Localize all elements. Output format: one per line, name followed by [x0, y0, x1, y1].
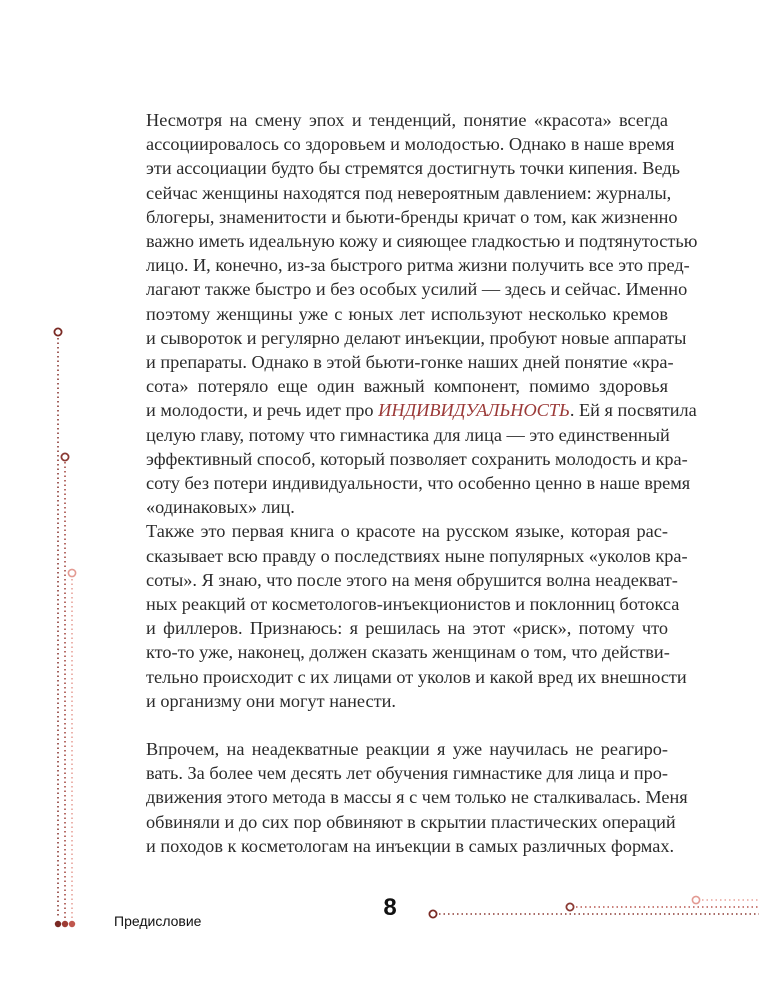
- text-line: Впрочем, на неадекватные реакции я уже научилась не реагиро-: [146, 739, 668, 760]
- text-line: «одинаковых» лиц.: [146, 497, 295, 518]
- highlighted-word: ИНДИВИДУАЛЬНОСТЬ: [378, 400, 570, 421]
- text-line: и организму они могут нанести.: [146, 690, 396, 711]
- text-line: Также это первая книга о красоте на русском языке, которая рас-: [146, 521, 668, 542]
- section-title: Предисловие: [114, 913, 202, 929]
- text-line: и филлеров. Признаюсь: я решилась на этот «риск», потому что: [146, 618, 668, 639]
- text-fragment: и молодости, и речь идет про: [146, 400, 379, 421]
- left-dotted-rails: [54, 328, 75, 927]
- text-line-with-highlight: [114, 398, 697, 422]
- bottom-dotted-rails: [429, 896, 759, 917]
- text-line: Несмотря на смену эпох и тенденций, понятие «красота» всегда: [146, 110, 668, 130]
- text-line: соты». Я знаю, что после этого на меня обрушится волна неадекват-: [146, 569, 678, 590]
- text-line: эффективный способ, который позволяет сохранить молодость и кра-: [146, 448, 688, 469]
- text-fragment: . Ей я посвятила: [569, 400, 697, 421]
- text-line: блогеры, знаменитости и бьюти-бренды кричат о том, как жизненно: [146, 206, 678, 227]
- text-line: важно иметь идеальную кожу и сияющее гладкостью и подтянутостью: [146, 231, 698, 252]
- text-line: поэтому женщины уже с юных лет используют несколько кремов: [146, 303, 668, 324]
- text-line: эти ассоциации будто бы стремятся достигнуть точки кипения. Ведь: [146, 158, 680, 179]
- text-line: ных реакций от косметологов-инъекционистов и поклонниц ботокса: [146, 594, 680, 615]
- page-number: 8: [383, 894, 397, 921]
- text-line: и препараты. Однако в этой бьюти-гонке наших дней понятие «кра-: [146, 352, 674, 373]
- text-line: обвиняли и до сих пор обвиняют в скрытии пластических операций: [146, 811, 676, 832]
- text-line: сота» потеряло еще один важный компонент, помимо здоровья: [146, 376, 668, 397]
- text-line: и сывороток и регулярно делают инъекции, пробуют новые аппараты: [146, 327, 687, 348]
- text-line: сейчас женщины находятся под невероятным давлением: журналы,: [146, 182, 672, 203]
- text-line: движения этого метода в массы я с чем только не сталкивалась. Меня: [146, 787, 688, 808]
- text-line: ассоциировалось со здоровьем и молодостью. Однако в наше время: [146, 134, 675, 155]
- text-line: сказывает всю правду о последствиях ныне популярных «уколов кра-: [146, 545, 688, 566]
- text-line: целую главу, потому что гимнастика для лица — это единственный: [146, 424, 670, 445]
- text-line: соту без потери индивидуальности, что особенно ценно в наше время: [146, 473, 691, 494]
- paragraph-1: [114, 108, 698, 519]
- text-line: кто-то уже, наконец, должен сказать женщинам о том, что действи-: [146, 642, 670, 663]
- text-line: тельно происходит с их лицами от уколов и какой вред их внешности: [146, 666, 687, 687]
- paragraph-2: [114, 519, 688, 713]
- body-text: [114, 108, 698, 858]
- text-line: лицо. И, конечно, из-за быстрого ритма жизни получить все это пред-: [146, 255, 690, 276]
- text-line: вать. За более чем десять лет обучения гимнастике для лица и про-: [146, 763, 668, 784]
- text-line: лагают также быстро и без особых усилий — здесь и сейчас. Именно: [146, 279, 688, 300]
- text-line: и походов к косметологам на инъекции в самых различных формах.: [146, 835, 675, 856]
- paragraph-3: [114, 737, 688, 858]
